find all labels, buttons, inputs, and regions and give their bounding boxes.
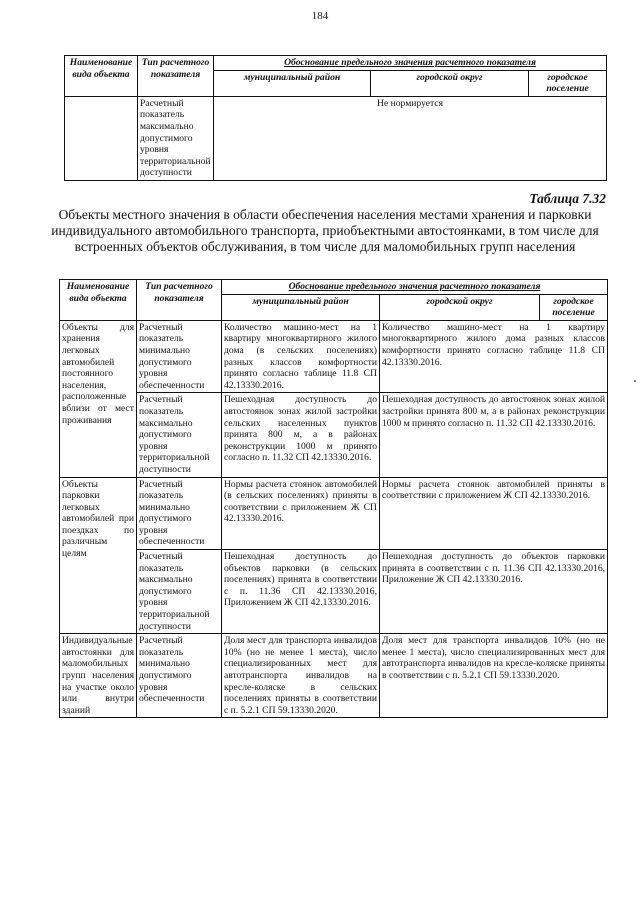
page-number: 184 [311, 10, 329, 22]
municipal-cell: Пешеходная доступность до автостоянок зонах жилой застройки сельских населенных пунктов принята 800 м, а в районах реконструкции 1000 м принято согласно п. 11.32 СП 42.13330.2016. [222, 393, 380, 477]
indicator-cell: Расчетный показатель максимально допустимого уровня территориальной доступности [137, 393, 222, 477]
header-municipal-district: муниципальный район [222, 294, 380, 320]
municipal-cell: Нормы расчета стоянок автомобилей (в сельских поселениях) приняты в соответствии с приложением Ж СП 42.13330.2016. [222, 477, 380, 550]
header-indicator-type: Тип расчетного показателя [138, 56, 214, 97]
city-cell: Доля мест для транспорта инвалидов 10% (но не менее 1 места), число специализированных мест для автотранспорта инвалидов на кресле-коляске приняты в соответствии с п. 5.2.1 СП 59.13330.2020. [380, 634, 608, 718]
table-row [60, 634, 608, 718]
table-row [65, 96, 607, 180]
header-municipal-district: муниципальный район [214, 70, 371, 96]
empty-cell [65, 96, 138, 180]
table-row [60, 393, 608, 477]
header-object-type: Наименование вида объекта [60, 280, 137, 321]
table-row [60, 320, 608, 393]
value-cell: Не нормируется [214, 96, 607, 180]
indicator-cell: Расчетный показатель минимально допустимого уровня обеспеченности [137, 634, 222, 718]
table-row [60, 550, 608, 634]
header-city-district: городской округ [380, 294, 540, 320]
municipal-cell: Доля мест для транспорта инвалидов 10% (но не менее 1 места), число специализированных мест для автотранспорта инвалидов на кресле-коляске в сельских поселениях приняты в соответствии с п. 5.2.1 СП 59.13330.2020. [222, 634, 380, 718]
indicator-cell: Расчетный показатель максимально допустимого уровня территориальной доступности [138, 96, 214, 180]
header-justification: Обоснование предельного значения расчетного показателя [214, 56, 607, 71]
header-object-type: Наименование вида объекта [65, 56, 138, 97]
table-header-row [65, 56, 607, 71]
scan-dot [634, 380, 636, 382]
header-city-district: городской округ [371, 70, 529, 96]
indicator-cell: Расчетный показатель минимально допустимого уровня обеспеченности [137, 320, 222, 393]
table-header-row [60, 280, 608, 295]
header-urban-settlement: городское поселение [540, 294, 608, 320]
city-cell: Пешеходная доступность до автостоянок зонах жилой застройки принята 800 м, а в районах реконструкции 1000 м принято согласно п. 11.32 СП 42.13330.2016. [380, 393, 608, 477]
table-row [60, 477, 608, 550]
table-carryover [64, 55, 607, 181]
header-urban-settlement: городское поселение [529, 70, 607, 96]
object-cell: Индивидуальные автостоянки для маломобильных групп населения на участке около или внутри зданий [60, 634, 137, 718]
indicator-cell: Расчетный показатель максимально допустимого уровня территориальной доступности [137, 550, 222, 634]
municipal-cell: Количество машино-мест на 1 квартиру многоквартирного жилого дома (в сельских поселениях) разных классов комфортности принято согласно таблице 11.8 СП 42.13330.2016. [222, 320, 380, 393]
table-label: Таблица 7.32 [529, 191, 606, 206]
city-cell: Количество машино-мест на 1 квартиру многоквартирного жилого дома разных классов комфортности принято согласно таблице 11.8 СП 42.13330.2016. [380, 320, 608, 393]
table-parking [59, 279, 608, 718]
header-indicator-type: Тип расчетного показателя [137, 280, 222, 321]
indicator-cell: Расчетный показатель минимально допустимого уровня обеспеченности [137, 477, 222, 550]
city-cell: Пешеходная доступность до объектов парковки принята в соответствии с п. 11.36 СП 42.13330.2016, Приложение Ж СП 42.13330.2016. [380, 550, 608, 634]
object-cell: Объекты для хранения легковых автомобилей постоянного населения, расположенные вблизи от мест проживания [60, 320, 137, 477]
header-justification: Обоснование предельного значения расчетного показателя [222, 280, 608, 295]
municipal-cell: Пешеходная доступность до объектов парковки (в сельских поселениях) принята в соответствии с п. 11.36 СП 42.13330.2016, Приложением Ж СП 42.13330.2016. [222, 550, 380, 634]
object-cell: Объекты парковки легковых автомобилей при поездках по различным целям [60, 477, 137, 634]
city-cell: Нормы расчета стоянок автомобилей приняты в соответствии с приложением Ж СП 42.13330.2016. [380, 477, 608, 550]
table-title: Объекты местного значения в области обеспечения населения местами хранения и парковки индивидуального автомобильного транспорта, приобъектными автостоянками, в том числе для встроенных объектов обслуживания, в том числе для маломобильных групп населения [51, 207, 599, 254]
